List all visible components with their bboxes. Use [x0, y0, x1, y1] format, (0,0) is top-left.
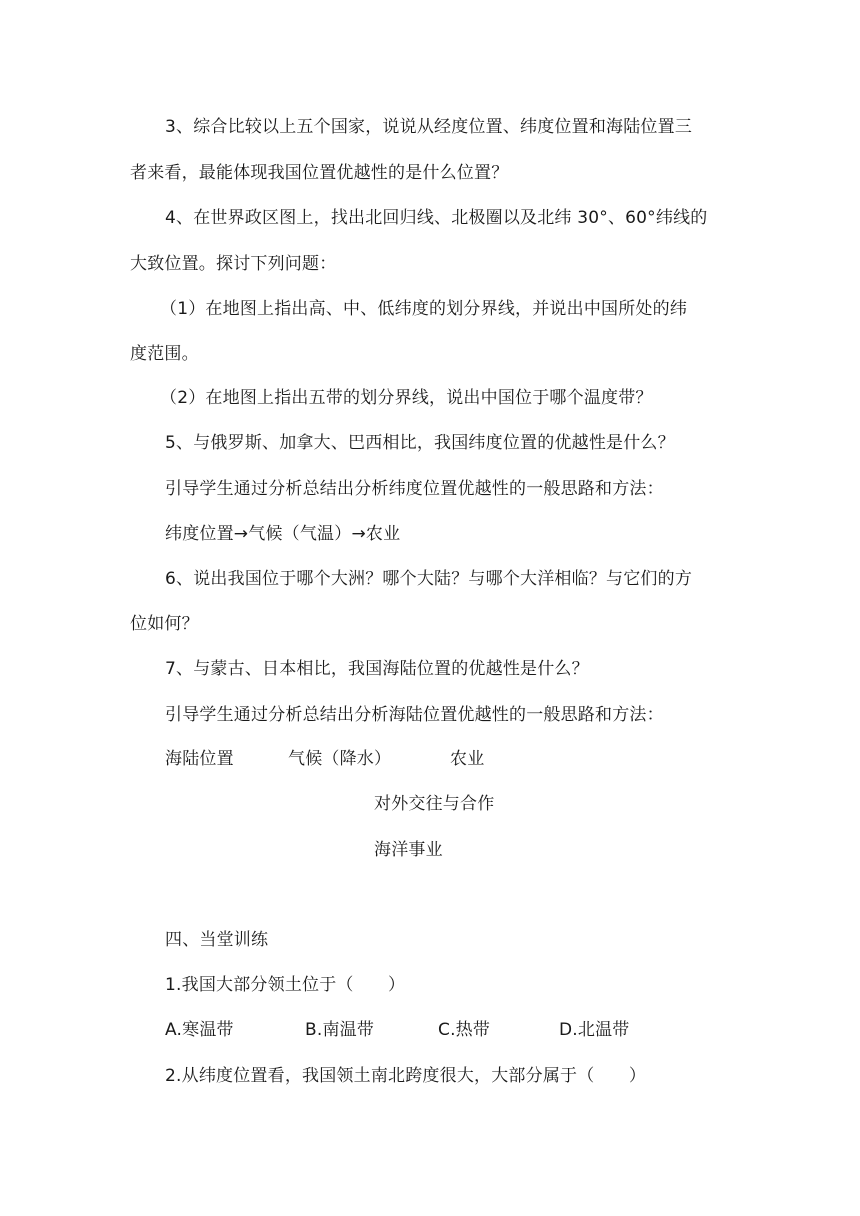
exercise-1-option-b: B.南温带 [305, 1020, 375, 1040]
exercise-1: 1.我国大部分领土位于（ ） [165, 975, 406, 995]
question-3-line-1: 3、综合比较以上五个国家，说说从经度位置、纬度位置和海陆位置三 [165, 117, 693, 137]
guide-latitude: 引导学生通过分析总结出分析纬度位置优越性的一般思路和方法： [165, 479, 664, 499]
question-4-line-2: 大致位置。探讨下列问题： [130, 254, 337, 274]
question-5: 5、与俄罗斯、加拿大、巴西相比，我国纬度位置的优越性是什么？ [165, 433, 675, 453]
flow-latitude: 纬度位置→气候（气温）→农业 [165, 524, 401, 544]
exercise-1-option-c: C.热带 [438, 1020, 491, 1040]
question-7: 7、与蒙古、日本相比，我国海陆位置的优越性是什么？ [165, 659, 589, 679]
guide-sea-land: 引导学生通过分析总结出分析海陆位置优越性的一般思路和方法： [165, 705, 664, 725]
question-6-line-1: 6、说出我国位于哪个大洲？哪个大陆？与哪个大洋相临？与它们的方 [165, 569, 693, 589]
exercise-2: 2.从纬度位置看，我国领土南北跨度很大，大部分属于（ ） [165, 1066, 647, 1086]
exercise-1-option-a: A.寒温带 [165, 1020, 234, 1040]
question-6-line-2: 位如何？ [130, 614, 199, 634]
question-4-1-line-1: （1）在地图上指出高、中、低纬度的划分界线，并说出中国所处的纬 [160, 299, 688, 319]
flow-sea-land-branch-2: 海洋事业 [374, 840, 443, 860]
flow-sea-land-middle: 气候（降水） [288, 749, 392, 769]
question-3-line-2: 者来看，最能体现我国位置优越性的是什么位置？ [130, 163, 509, 183]
flow-sea-land-branch-1: 对外交往与合作 [374, 794, 495, 814]
question-4-1-line-2: 度范围。 [130, 344, 199, 364]
question-4-line-1: 4、在世界政区图上，找出北回归线、北极圈以及北纬 30°、60°纬线的 [165, 208, 708, 228]
question-4-2: （2）在地图上指出五带的划分界线，说出中国位于哪个温度带？ [160, 388, 653, 408]
flow-sea-land-start: 海陆位置 [165, 749, 234, 769]
flow-sea-land-end: 农业 [450, 749, 485, 769]
exercise-1-option-d: D.北温带 [559, 1020, 630, 1040]
section-4-heading: 四、当堂训练 [165, 930, 269, 950]
